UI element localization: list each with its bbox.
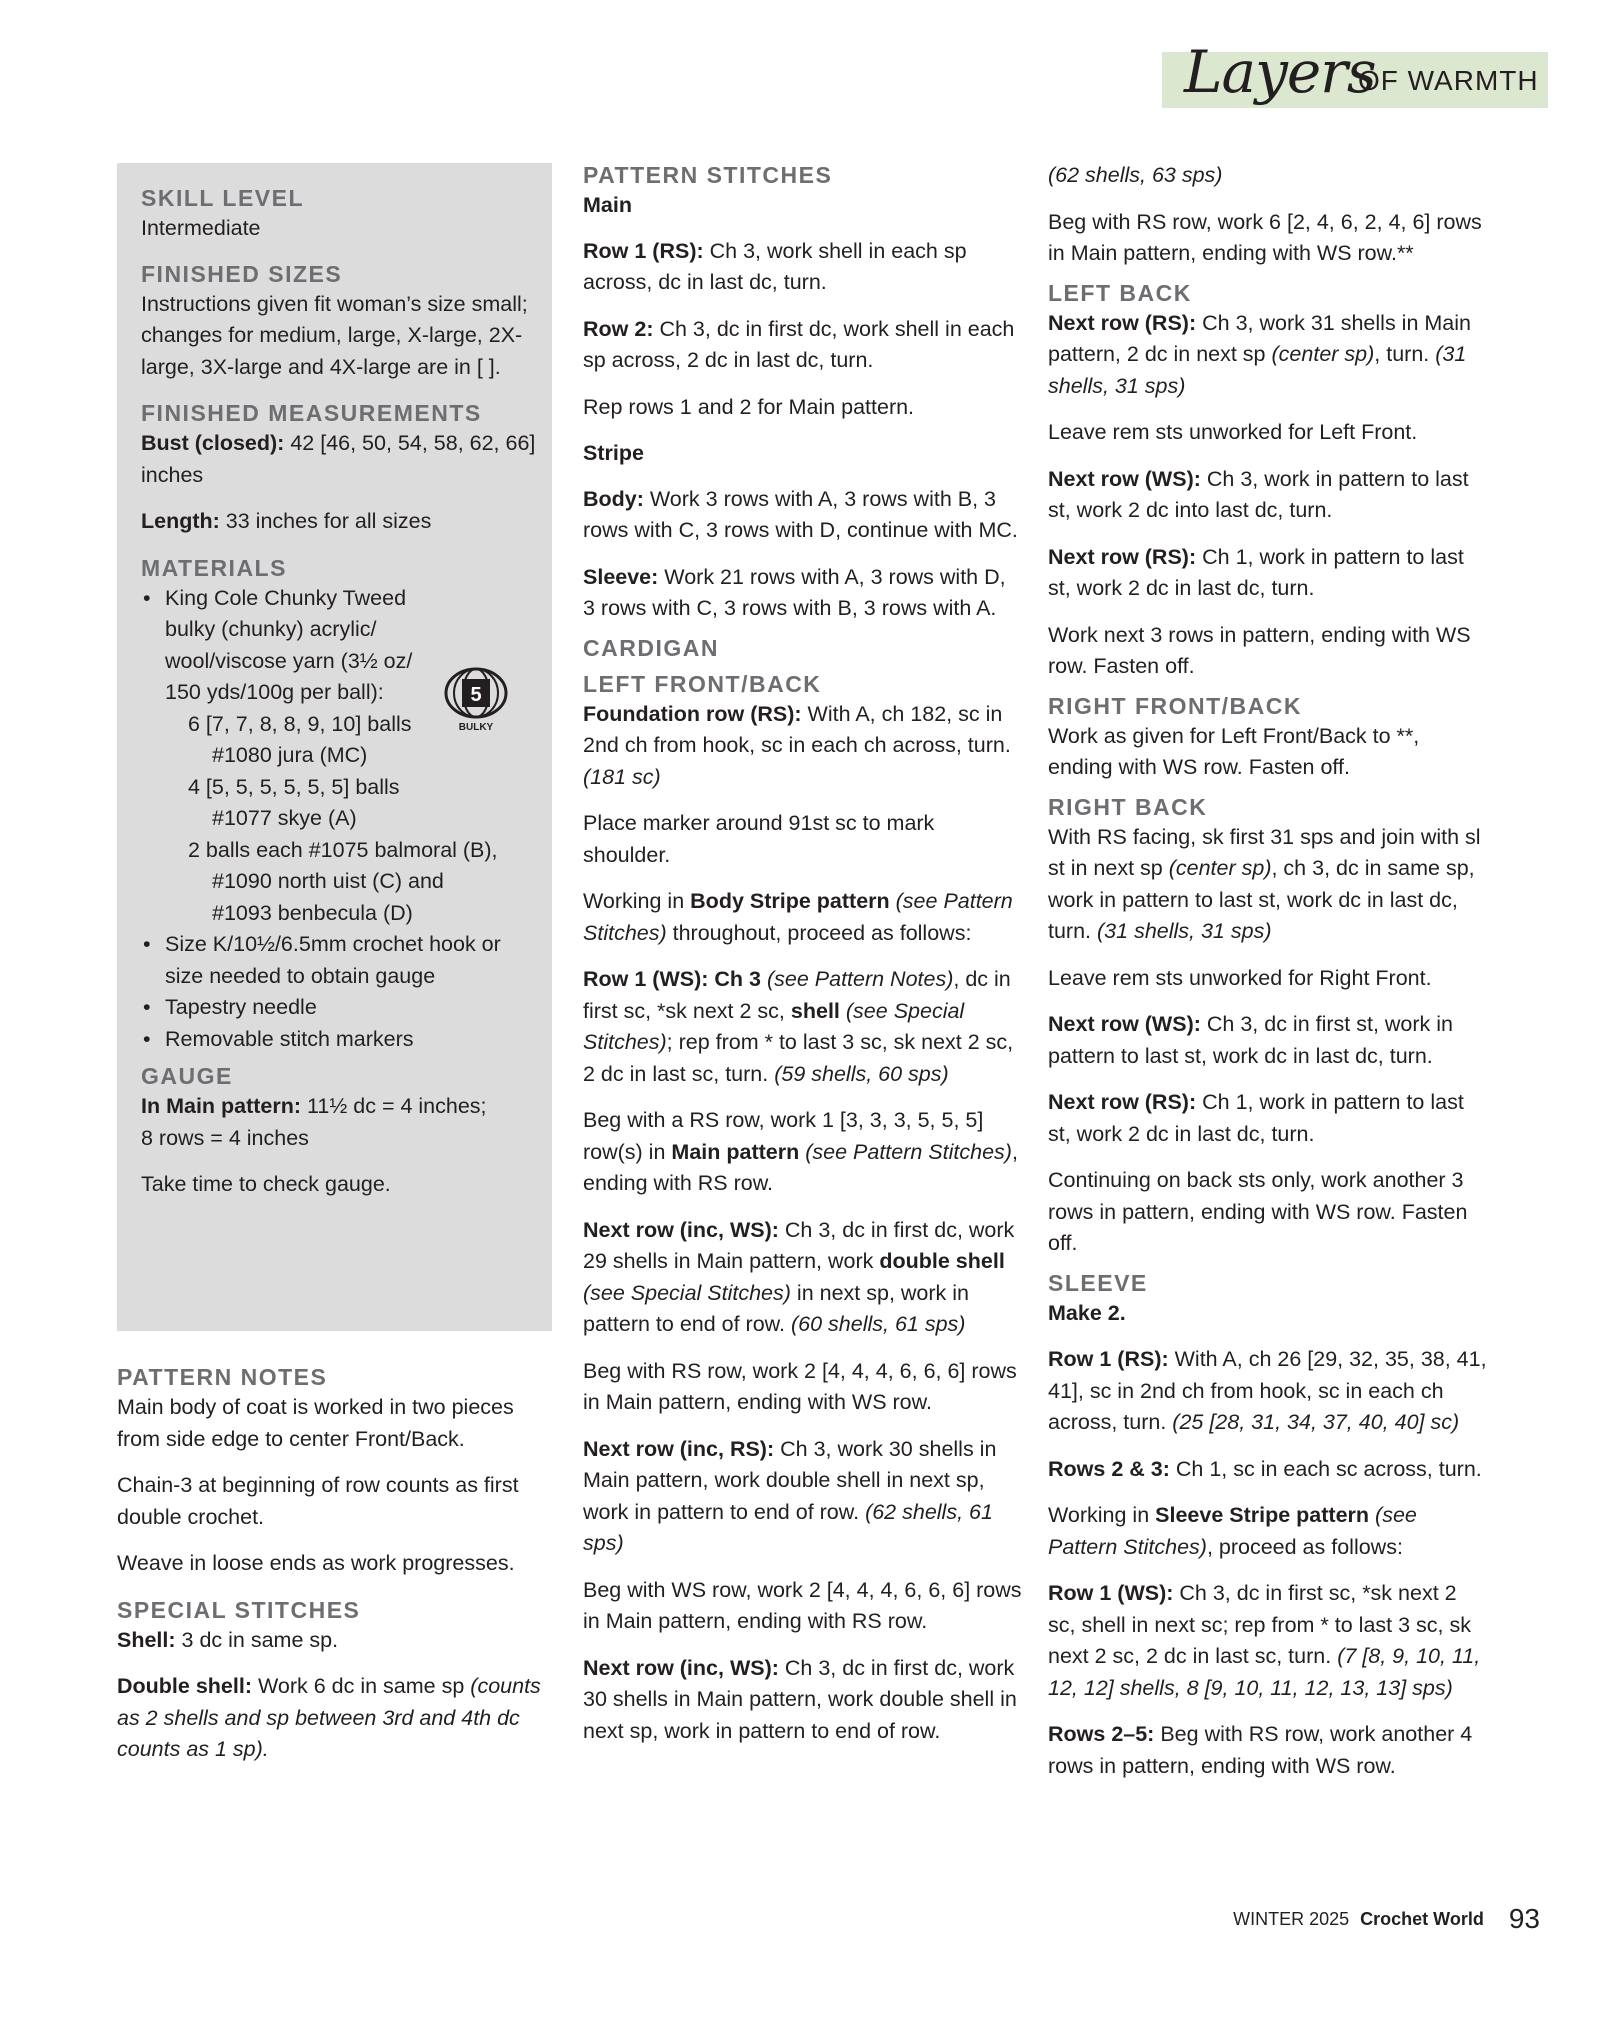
- pattern-note: Main body of coat is worked in two pieces from side edge to center Front/Back.: [117, 1395, 514, 1451]
- page-footer: [1233, 1903, 1540, 1935]
- yarn-weight-label: BULKY: [458, 722, 494, 733]
- issue-label: WINTER 2025: [1233, 1909, 1350, 1929]
- left-back-row-1: Next row (RS): Ch 3, work 31 shells in Main pattern, 2 dc in next sp (center sp), turn. (31 shells, 31 sps): [1048, 310, 1471, 398]
- cardigan-beg-1: Beg with a RS row, work 1 [3, 3, 3, 5, 5, 5] row(s) in Main pattern (see Pattern Stitches), ending with RS row.: [583, 1108, 1018, 1195]
- finished-sizes-text: Instructions given fit woman’s size small; changes for medium, large, X-large, 2X-large, 3X-large and 4X-large are in [ ].: [141, 291, 528, 379]
- list-item: • Removable stitch markers: [143, 1026, 414, 1051]
- body-stripe: Body: Work 3 rows with A, 3 rows with B, 3 rows with C, 3 rows with D, continue with MC.: [583, 486, 1018, 542]
- left-back-heading: LEFT BACK: [1048, 279, 1192, 306]
- sleeve-stripe-instruction: Working in Sleeve Stripe pattern (see Pattern Stitches), proceed as follows:: [1048, 1503, 1417, 1559]
- list-item: #1077 skye (A): [212, 806, 357, 830]
- main-repeat: Rep rows 1 and 2 for Main pattern.: [583, 394, 915, 419]
- cardigan-row-1: Row 1 (WS): Ch 3 (see Pattern Notes), dc in first sc, *sk next 2 sc, shell (see Special Stitches); rep from * to last 3 sc, sk next 2 sc, 2 dc in last sc, turn. (59 shells, 60 sps): [583, 967, 1014, 1086]
- foundation-row: Foundation row (RS): With A, ch 182, sc in 2nd ch from hook, sc in each ch across, turn. (181 sc): [583, 701, 1011, 789]
- materials-list: [141, 583, 551, 1056]
- skill-level-value: Intermediate: [141, 216, 261, 240]
- list-item: #1093 benbecula (D): [212, 900, 413, 925]
- cardigan-beg-3: Beg with WS row, work 2 [4, 4, 4, 6, 6, 6] rows in Main pattern, ending with RS row.: [583, 1577, 1022, 1633]
- pattern-stitches-heading: PATTERN STITCHES: [583, 162, 833, 188]
- gauge-main: In Main pattern: 11½ dc = 4 inches; 8 rows = 4 inches: [141, 1094, 487, 1150]
- list-item: • Size K/10½/6.5mm crochet hook or: [143, 932, 501, 956]
- sleeve-stripe: Sleeve: Work 21 rows with A, 3 rows with D, 3 rows with C, 3 rows with B, 3 rows with A.: [583, 564, 1006, 620]
- list-item: 6 [7, 7, 8, 8, 9, 10] balls: [188, 711, 412, 736]
- header-script-title: Layers: [1184, 38, 1376, 106]
- list-item: 150 yds/100g per ball):: [165, 680, 384, 704]
- sleeve-make: Make 2.: [1048, 1300, 1126, 1325]
- cardigan-beg-4: Beg with RS row, work 6 [2, 4, 6, 2, 4, 6] rows in Main pattern, ending with WS row.**: [1048, 209, 1482, 265]
- notes-column: [117, 1356, 562, 1781]
- skill-level-heading: SKILL LEVEL: [141, 185, 305, 211]
- sleeve-heading: SLEEVE: [1048, 1269, 1148, 1296]
- pattern-column: [583, 160, 1023, 1762]
- left-back-work: Work next 3 rows in pattern, ending with WS row. Fasten off.: [1048, 622, 1471, 678]
- cardigan-inc-3: Next row (inc, WS): Ch 3, dc in first dc, work 30 shells in Main pattern, work double shell in next sp, work in pattern to end of row.: [583, 1655, 1017, 1743]
- cardigan-inc-1: Next row (inc, WS): Ch 3, dc in first dc, work 29 shells in Main pattern, work double shell (see Special Stitches) in next sp, work in pattern to end of row. (60 shells, 61 sps): [583, 1217, 1015, 1336]
- special-stitches-heading: SPECIAL STITCHES: [117, 1596, 361, 1623]
- shell-definition: Shell: 3 dc in same sp.: [117, 1627, 339, 1652]
- materials-heading: MATERIALS: [141, 554, 287, 581]
- sleeve-row-1-ws: Row 1 (WS): Ch 3, dc in first sc, *sk next 2 sc, shell in next sc; rep from * to last 3 sc, sk next 2 sc, 2 dc in last sc, turn. (7 [8, 9, 10, 11, 12, 12] shells, 8 [9, 10, 11, 12, 13, 13] sps): [1048, 1581, 1481, 1700]
- page-number: 93: [1508, 1903, 1540, 1934]
- right-back-heading: RIGHT BACK: [1048, 793, 1208, 820]
- main-row-2: Row 2: Ch 3, dc in first dc, work shell in each sp across, 2 dc in last dc, turn.: [583, 316, 1015, 372]
- finished-measurements-heading: FINISHED MEASUREMENTS: [141, 400, 482, 426]
- gauge-check: Take time to check gauge.: [141, 1172, 391, 1196]
- cardigan-beg-2: Beg with RS row, work 2 [4, 4, 4, 6, 6, 6] rows in Main pattern, ending with WS row.: [583, 1358, 1017, 1414]
- marker-instruction: Place marker around 91st sc to mark shoulder.: [583, 811, 935, 867]
- list-item: size needed to obtain gauge: [165, 963, 436, 988]
- left-front-back-heading: LEFT FRONT/BACK: [583, 670, 822, 697]
- sleeve-rows-2-3: Rows 2 & 3: Ch 1, sc in each sc across, turn.: [1048, 1456, 1482, 1481]
- right-front-back-text: Work as given for Left Front/Back to **, ending with WS row. Fasten off.: [1048, 723, 1420, 779]
- magazine-name: Crochet World: [1360, 1909, 1484, 1929]
- left-back-row-2: Next row (WS): Ch 3, work in pattern to last st, work 2 dc into last dc, turn.: [1048, 466, 1469, 522]
- sleeve-rows-2-5: Rows 2–5: Beg with RS row, work another 4 rows in pattern, ending with WS row.: [1048, 1722, 1473, 1778]
- right-back-row-2: Next row (RS): Ch 1, work in pattern to last st, work 2 dc in last dc, turn.: [1048, 1090, 1464, 1146]
- pattern-note: Weave in loose ends as work progresses.: [117, 1551, 515, 1575]
- right-front-back-heading: RIGHT FRONT/BACK: [1048, 692, 1302, 719]
- list-item: 4 [5, 5, 5, 5, 5, 5] balls: [188, 774, 400, 799]
- cardigan-inc-3-count: (62 shells, 63 sps): [1048, 163, 1223, 187]
- pattern-note: Chain-3 at beginning of row counts as first double crochet.: [117, 1473, 519, 1529]
- list-item: #1080 jura (MC): [212, 743, 368, 767]
- list-item: bulky (chunky) acrylic/: [165, 617, 377, 641]
- length-measurement: Length: 33 inches for all sizes: [141, 509, 432, 533]
- sleeve-row-1: Row 1 (RS): With A, ch 26 [29, 32, 35, 38, 41, 41], sc in 2nd ch from hook, sc in each ch across, turn. (25 [28, 31, 34, 37, 40, 40] sc): [1048, 1347, 1487, 1434]
- main-row-1: Row 1 (RS): Ch 3, work shell in each sp across, dc in last dc, turn.: [583, 238, 967, 294]
- list-item: • Tapestry needle: [143, 995, 317, 1019]
- list-item: 2 balls each #1075 balmoral (B),: [188, 837, 498, 862]
- right-back-continue: Continuing on back sts only, work another 3 rows in pattern, ending with WS row. Fasten off.: [1048, 1168, 1468, 1255]
- list-item: #1090 north uist (C) and: [212, 869, 444, 893]
- instructions-column: [1048, 160, 1488, 1797]
- gauge-heading: GAUGE: [141, 1063, 233, 1089]
- cardigan-inc-2: Next row (inc, RS): Ch 3, work 30 shells in Main pattern, work double shell in next sp, work in pattern to end of row. (62 shells, 61 sps): [583, 1436, 997, 1555]
- section-header: [1162, 38, 1548, 108]
- header-caps-title: OF WARMTH: [1358, 65, 1539, 96]
- bulky-yarn-icon: [441, 663, 511, 733]
- pattern-notes-heading: PATTERN NOTES: [117, 1364, 328, 1390]
- left-back-leave: Leave rem sts unworked for Left Front.: [1048, 420, 1418, 444]
- right-back-leave: Leave rem sts unworked for Right Front.: [1048, 965, 1432, 990]
- bust-measurement: Bust (closed): 42 [46, 50, 54, 58, 62, 66] inches: [141, 431, 536, 487]
- finished-sizes-heading: FINISHED SIZES: [141, 260, 343, 287]
- left-back-row-3: Next row (RS): Ch 1, work in pattern to last st, work 2 dc in last dc, turn.: [1048, 544, 1464, 600]
- cardigan-heading: CARDIGAN: [583, 634, 719, 661]
- right-back-row-1: Next row (WS): Ch 3, dc in first st, work in pattern to last st, work dc in last dc, turn.: [1048, 1012, 1454, 1068]
- main-subheading: Main: [583, 193, 632, 217]
- list-item: wool/viscose yarn (3½ oz/: [165, 648, 413, 673]
- double-shell-definition: Double shell: Work 6 dc in same sp (counts as 2 shells and sp between 3rd and 4th dc counts as 1 sp).: [117, 1674, 541, 1761]
- body-stripe-instruction: Working in Body Stripe pattern (see Pattern Stitches) throughout, proceed as follows:: [583, 889, 1013, 945]
- list-item: • King Cole Chunky Tweed: [143, 585, 407, 610]
- right-back-text: With RS facing, sk first 31 sps and join with sl st in next sp (center sp), ch 3, dc in same sp, work in pattern to last st, work dc in last dc, turn. (31 shells, 31 sps): [1048, 824, 1481, 943]
- stripe-subheading: Stripe: [583, 441, 644, 465]
- yarn-weight-number: 5: [470, 684, 482, 706]
